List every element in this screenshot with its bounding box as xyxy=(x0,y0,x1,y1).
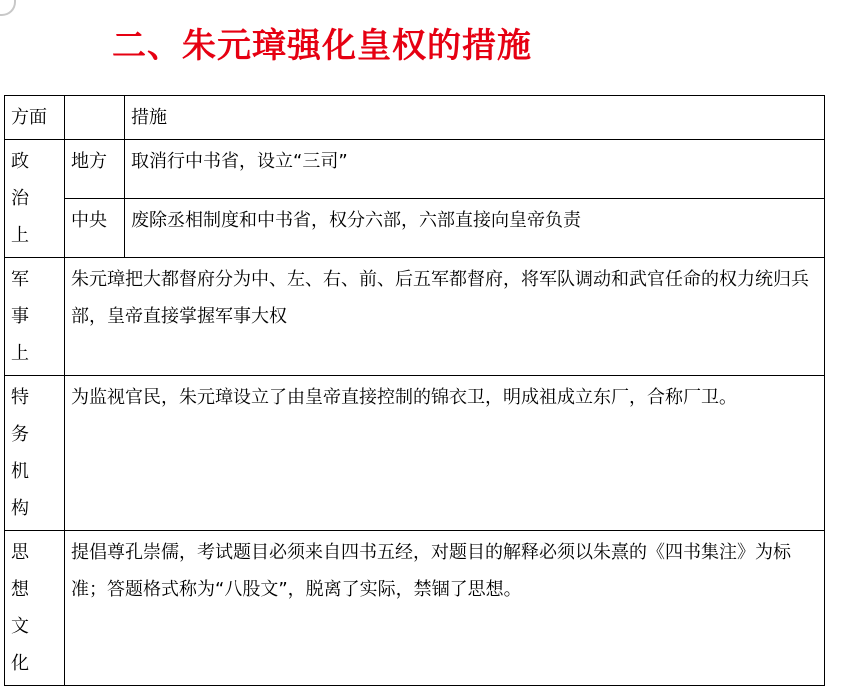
aspect-culture-cell: 思 想 文化 xyxy=(5,531,65,686)
aspect-politics-cell: 政 治 上 xyxy=(5,140,65,258)
sub-central-cell: 中央 xyxy=(65,199,125,258)
header-sub-cell xyxy=(65,96,125,140)
aspect-military-cell: 军 事 上 xyxy=(5,258,65,376)
table-row-secret-agency xyxy=(5,376,825,531)
header-measure-cell: 措施 xyxy=(125,96,825,140)
measure-local-cell: 取消行中书省，设立“三司” xyxy=(125,140,825,199)
measure-military-cell: 朱元璋把大都督府分为中、左、右、前、后五军都督府，将军队调动和武官任命的权力统归兵部，皇帝直接掌握军事大权 xyxy=(65,258,825,376)
corner-decoration xyxy=(0,0,10,10)
header-aspect-cell: 方面 xyxy=(5,96,65,140)
sub-local-cell: 地方 xyxy=(65,140,125,199)
aspect-secret-agency-cell: 特 务 机构 xyxy=(5,376,65,531)
measure-secret-agency-cell: 为监视官民，朱元璋设立了由皇帝直接控制的锦衣卫，明成祖成立东厂，合称厂卫。 xyxy=(65,376,825,531)
table-row-culture xyxy=(5,531,825,686)
table-row-military xyxy=(5,258,825,376)
page-title: 二、朱元璋强化皇权的措施 xyxy=(112,26,532,66)
measures-table xyxy=(4,95,825,686)
table-header-row xyxy=(5,96,825,140)
measure-culture-cell: 提倡尊孔崇儒，考试题目必须来自四书五经，对题目的解释必须以朱熹的《四书集注》为标准；答题格式称为“八股文”，脱离了实际，禁锢了思想。 xyxy=(65,531,825,686)
measure-central-cell: 废除丞相制度和中书省，权分六部，六部直接向皇帝负责 xyxy=(125,199,825,258)
table-row-politics-central xyxy=(5,199,825,258)
table-row-politics-local xyxy=(5,140,825,199)
